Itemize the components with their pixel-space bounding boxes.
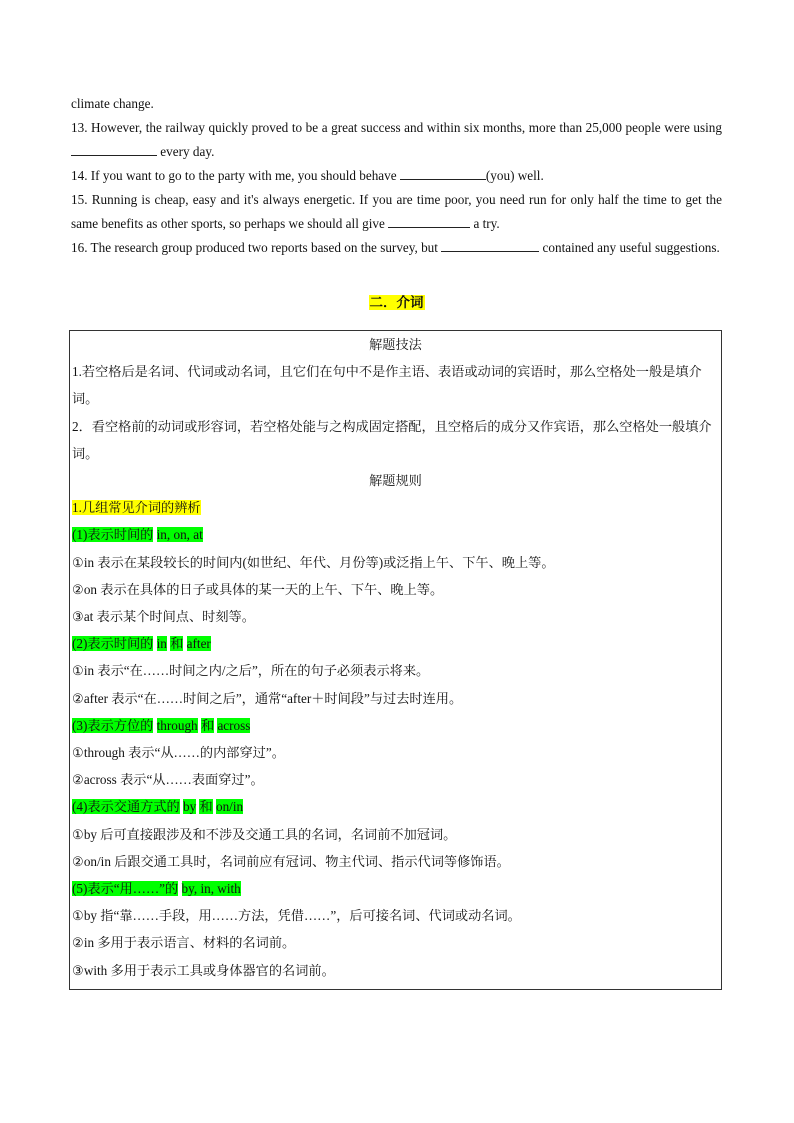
group-1-item-3: ③at 表示某个时间点、时刻等。 — [72, 609, 255, 625]
question-13 — [71, 116, 722, 164]
rules-heading: 解题规则 — [369, 473, 422, 489]
group-3-item-2: ②across 表示“从……表面穿过”。 — [72, 772, 264, 788]
group-3-item-1: ①through 表示“从……的内部穿过”。 — [72, 745, 285, 761]
question-15-text: 15. Running is cheap, easy and it's always energetic. If you are time poor, you need run for only half the time to get the same benefits as other sports, so perhaps we should all give — [71, 192, 722, 231]
group-2-title — [72, 630, 719, 657]
group-2-title-b: in — [156, 636, 167, 652]
group-4-item-2: ②on/in 后跟交通工具时，名词前应有冠词、物主代词、指示代词等修饰语。 — [72, 853, 510, 869]
group-3-title-b: through — [156, 717, 198, 733]
question-16-text: 16. The research group produced two reports based on the survey, but — [71, 240, 438, 255]
method-heading: 解题技法 — [369, 337, 422, 352]
section-title-text: 二．介词 — [369, 295, 424, 310]
question-15 — [71, 188, 722, 236]
answer-blank-16[interactable] — [441, 237, 539, 252]
group-2-title-c: 和 — [170, 636, 184, 652]
method-item-2: 2．看空格前的动词或形容词，若空格处能与之构成固定搭配，且空格后的成分又作宾语，那么空格处一般填介词。 — [72, 418, 712, 461]
group-4-title — [72, 793, 719, 820]
question-15-text-end: a try. — [473, 216, 500, 231]
question-13-text-end: every day. — [160, 144, 215, 159]
group-5-item-1: ①by 指“靠……手段，用……方法，凭借……”，后可接名词、代词或动名词。 — [72, 908, 521, 924]
group-1-title-a: (1)表示时间的 — [72, 527, 154, 543]
group-4-title-b: by — [183, 799, 197, 815]
question-12-tail: climate change. — [71, 96, 154, 111]
method-item-1: 1.若空格后是名词、代词或动名词，且它们在句中不是作主语、表语或动词的宾语时，那么空格处一般是填介词。 — [72, 364, 702, 407]
method-box — [69, 330, 722, 990]
group-2-title-d: after — [186, 636, 211, 652]
group-4-title-a: (4)表示交通方式的 — [72, 799, 180, 815]
question-14-text: 14. If you want to go to the party with me, you should behave — [71, 168, 397, 183]
question-16 — [71, 236, 722, 260]
group-5-title-a: (5)表示“用……”的 — [72, 881, 179, 897]
question-14 — [71, 164, 722, 188]
group-5-item-3: ③with 多用于表示工具或身体器官的名词前。 — [72, 962, 335, 978]
answer-blank-14[interactable] — [400, 165, 486, 180]
group-5-title-b: by, in, with — [181, 881, 241, 897]
group-2-title-a: (2)表示时间的 — [72, 636, 154, 652]
group-5-title — [72, 875, 719, 902]
group-3-title-c: 和 — [200, 717, 215, 733]
group-3-title — [72, 712, 719, 739]
question-13-text: 13. However, the railway quickly proved to be a great success and within six months, more than 25,000 people were using — [71, 120, 722, 135]
group-2-item-2: ②after 表示“在……时间之后”，通常“after＋时间段”与过去时连用。 — [72, 690, 463, 706]
answer-blank-15[interactable] — [388, 213, 470, 228]
group-1-title-b: in, on, at — [156, 527, 203, 543]
group-4-title-d: on/in — [215, 799, 244, 815]
group-3-title-a: (3)表示方位的 — [72, 717, 154, 733]
rule-group-title — [72, 494, 719, 521]
section-title — [71, 291, 722, 315]
question-16-text-end: contained any useful suggestions. — [542, 240, 720, 255]
group-4-item-1: ①by 后可直接跟涉及和不涉及交通工具的名词，名词前不加冠词。 — [72, 826, 457, 842]
answer-blank-13[interactable] — [71, 141, 157, 156]
group-2-item-1: ①in 表示“在……时间之内/之后”，所在的句子必须表示将来。 — [72, 663, 430, 679]
page-content — [71, 92, 722, 990]
group-1-title — [72, 521, 719, 548]
group-3-title-d: across — [217, 717, 251, 733]
rule-group-title-text: 1.几组常见介词的辨析 — [72, 500, 201, 516]
group-4-title-c: 和 — [199, 799, 213, 815]
question-14-text-end: (you) well. — [485, 168, 544, 183]
group-1-item-2: ②on 表示在具体的日子或具体的某一天的上午、下午、晚上等。 — [72, 581, 444, 597]
group-1-item-1: ①in 表示在某段较长的时间内(如世纪、年代、月份等)或泛指上午、下午、晚上等。 — [72, 554, 555, 570]
group-5-item-2: ②in 多用于表示语言、材料的名词前。 — [72, 935, 296, 951]
